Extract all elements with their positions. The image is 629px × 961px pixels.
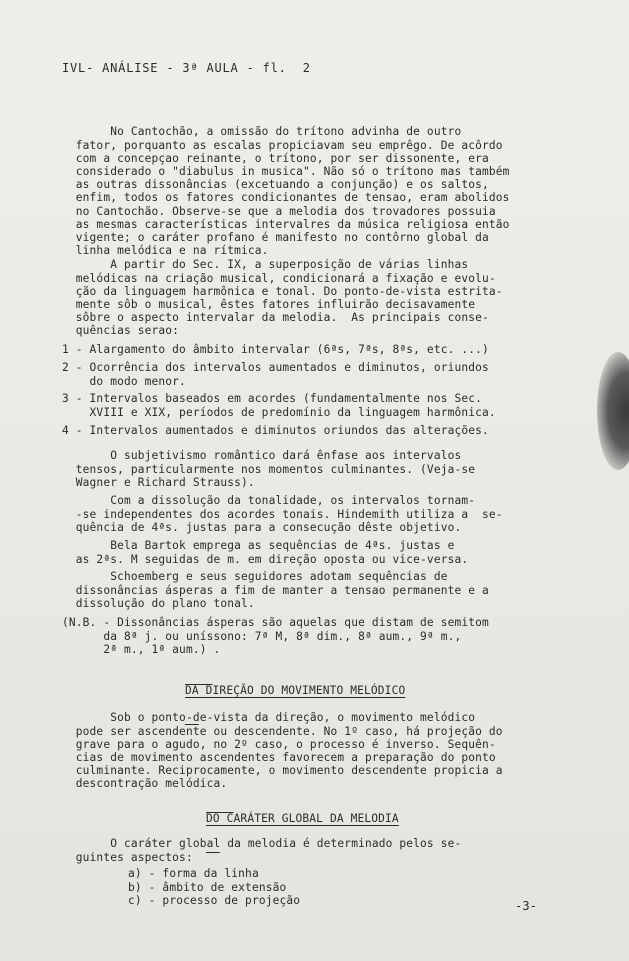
page-number: -3- — [515, 899, 538, 913]
list-item-3: 3 - Intervalos baseados em acordes (fundamentalmente nos Sec. XVIII e XIX, períodos de predomínio da linguagem harmônica. — [62, 392, 496, 419]
paragraph-cantochao: No Cantochão, a omissão do trítono advinha de outro fator, porquanto as escalas propiciavam seu emprêgo. De acôrdo com a concepçao reinante, o trítono, por ser dissonente, era considerado o "diabulus in musica". Não só o trítono mas também as outras dissonâncias (excetuando a conjunção) e os saltos, enfim, todos os fatores condicionantes de tensao, eram abolidos no Cantochão. Observe-se que a melodia dos trovadores possuia as mesmas características intervalres da música religiosa então vigente; o caráter profano é manifesto no contôrno global da linha melódica e na rítmica. — [62, 125, 510, 258]
paragraph-carater: O caráter global da melodia é determinado pelos se- guintes aspectos: — [62, 837, 462, 864]
sublist-aspectos: a) - forma da linha b) - âmbito de extensão c) - processo de projeção — [128, 867, 301, 907]
paragraph-romantismo: O subjetivismo romântico dará ênfase aos intervalos tensos, particularmente nos momentos culminantes. (Veja-se Wagner e Richard Strauss). — [62, 449, 476, 489]
paragraph-tonalidade: Com a dissolução da tonalidade, os intervalos tornam- -se independentes dos acordes tonais. Hindemith utiliza a se- quência de 4ªs. justas para a consecução dêste objetivo. — [62, 494, 503, 534]
section-heading-carater: DO CARÁTER GLOBAL DA MELODIA — [206, 812, 399, 826]
list-item-1: 1 - Alargamento do âmbito intervalar (6ªs, 7ªs, 8ªs, etc. ...) — [62, 343, 489, 357]
paragraph-direcao: Sob o ponto-de-vista da direção, o movimento melódico pode ser ascendente ou descendente. No 1º caso, há projeção do grave para o agudo, no 2º caso, o processo é inverso. Sequên- cias de movimento ascendentes favorecem a preparação do ponto culminante. Reciprocamente, o movimento descendente propicia a descontração melódica. — [62, 711, 503, 791]
paper-stain — [597, 352, 629, 470]
note-nb: (N.B. - Dissonâncias ásperas são aquelas que distam de semitom da 8ª j. ou uníssono: 7ª M, 8ª dim., 8ª aum., 9ª m., 2ª m., 1ª aum.) . — [62, 616, 489, 656]
paragraph-sec-ix: A partir do Sec. IX, a superposição de várias linhas melódicas na criação musical, condicionará a fixação e evolu- ção da linguagem harmônica e tonal. Do ponto-de-vista estrita- mente sôb o musical, êstes fatores influirão decisavamente sôbre o aspecto intervalar da melodia. As principais conse- quências serao: — [62, 258, 503, 338]
list-item-2: 2 - Ocorrência dos intervalos aumentados e diminutos, oriundos do modo menor. — [62, 361, 489, 388]
page-header: IVL- ANÁLISE - 3ª AULA - fl. 2 — [62, 61, 311, 75]
paragraph-bartok: Bela Bartok emprega as sequências de 4ªs. justas e as 2ªs. M seguidas de m. em direção oposta ou vice-versa. — [62, 539, 469, 566]
paragraph-schoemberg: Schoemberg e seus seguidores adotam sequências de dissonâncias ásperas a fim de manter a tensao permanente e a dissolução do plano tonal. — [62, 570, 489, 610]
list-item-4: 4 - Intervalos aumentados e diminutos oriundos das alterações. — [62, 424, 489, 438]
section-heading-direcao: DA DIREÇÃO DO MOVIMENTO MELÓDICO — [185, 684, 406, 698]
